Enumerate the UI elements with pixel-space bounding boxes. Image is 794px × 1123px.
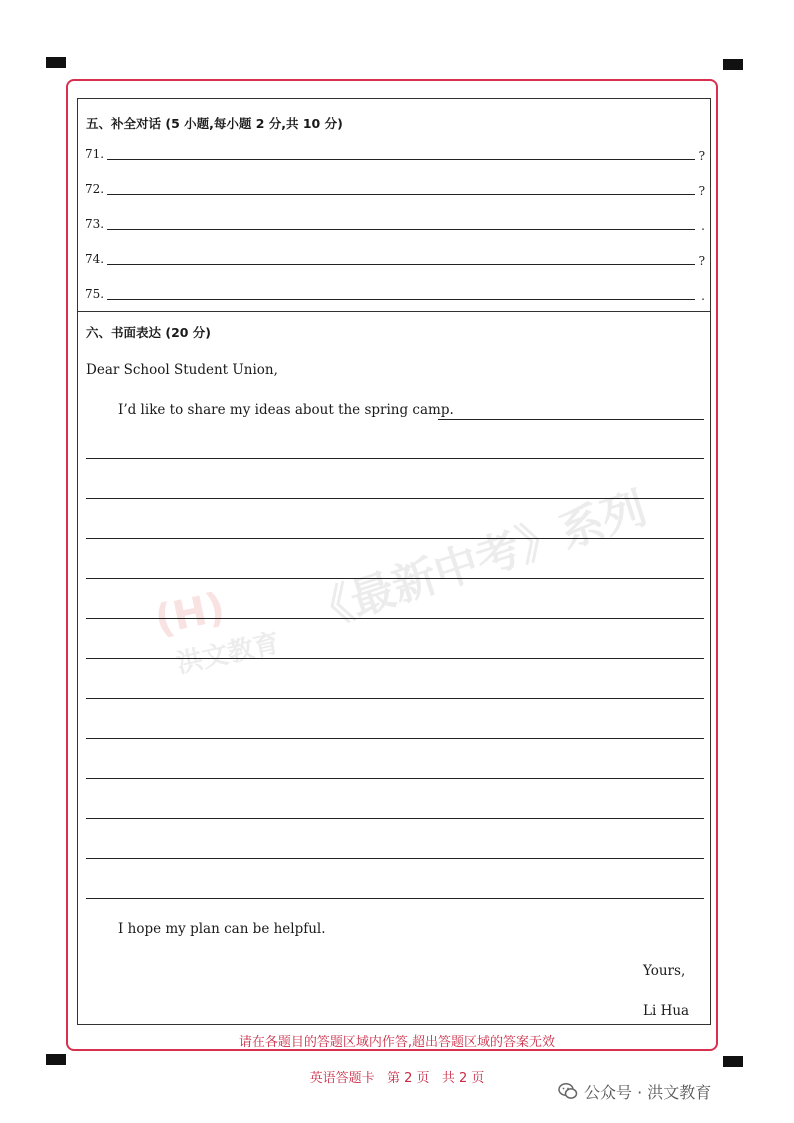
registration-mark-bottom-left [46, 1054, 66, 1065]
question-number: 75. [85, 287, 105, 301]
writing-line[interactable] [86, 458, 704, 459]
answer-line[interactable] [107, 194, 695, 195]
wechat-account-text: 公众号 · 洪文教育 [584, 1083, 712, 1102]
wechat-icon [558, 1082, 578, 1100]
question-number: 73. [85, 217, 105, 231]
answer-row-71 [85, 143, 707, 163]
question-number: 71. [85, 147, 105, 161]
section5-title: 五、补全对话 (5 小题,每小题 2 分,共 10 分) [86, 116, 343, 131]
registration-mark-bottom-right [723, 1056, 743, 1067]
writing-line[interactable] [86, 618, 704, 619]
page-footer: 英语答题卡 第 2 页 共 2 页 [309, 1071, 485, 1086]
answer-row-72 [85, 178, 707, 198]
letter-closing-sentence: I hope my plan can be helpful. [118, 921, 326, 937]
end-punctuation: . [701, 289, 705, 303]
letter-signature: Li Hua [643, 1003, 690, 1019]
writing-line[interactable] [86, 498, 704, 499]
writing-line[interactable] [86, 778, 704, 779]
question-number: 72. [85, 182, 105, 196]
registration-mark-top-left [46, 57, 66, 68]
end-punctuation: ? [698, 184, 705, 198]
answer-box [77, 98, 711, 1025]
answer-row-74 [85, 248, 707, 268]
writing-line[interactable] [86, 538, 704, 539]
writing-line[interactable] [86, 898, 704, 899]
writing-line[interactable] [86, 578, 704, 579]
writing-line[interactable] [86, 818, 704, 819]
section6-title: 六、书面表达 (20 分) [86, 325, 212, 340]
question-number: 74. [85, 252, 105, 266]
writing-line[interactable] [86, 698, 704, 699]
watermark-text: 《最新中考》系列 [302, 482, 653, 640]
answer-row-75 [85, 283, 707, 303]
letter-opening-sentence: I’d like to share my ideas about the spring camp. [118, 402, 454, 418]
answer-line[interactable] [107, 229, 695, 230]
letter-sign-off: Yours, [643, 963, 686, 979]
end-punctuation: . [701, 219, 705, 233]
registration-mark-top-right [723, 59, 743, 70]
letter-salutation: Dear School Student Union, [86, 362, 278, 378]
end-punctuation: ? [698, 149, 705, 163]
answer-line[interactable] [107, 264, 695, 265]
section-divider [77, 311, 711, 312]
svg-text:洪文教育: 洪文教育 [174, 628, 283, 680]
writing-line[interactable] [86, 738, 704, 739]
answer-row-73 [85, 213, 707, 233]
writing-line[interactable] [86, 658, 704, 659]
answer-area-notice: 请在各题目的答题区域内作答,超出答题区域的答案无效 [238, 1035, 556, 1050]
answer-line[interactable] [107, 299, 695, 300]
writing-line-opening[interactable] [438, 419, 704, 420]
writing-line[interactable] [86, 858, 704, 859]
answer-line[interactable] [107, 159, 695, 160]
end-punctuation: ? [698, 254, 705, 268]
svg-text:(H): (H) [150, 584, 230, 644]
